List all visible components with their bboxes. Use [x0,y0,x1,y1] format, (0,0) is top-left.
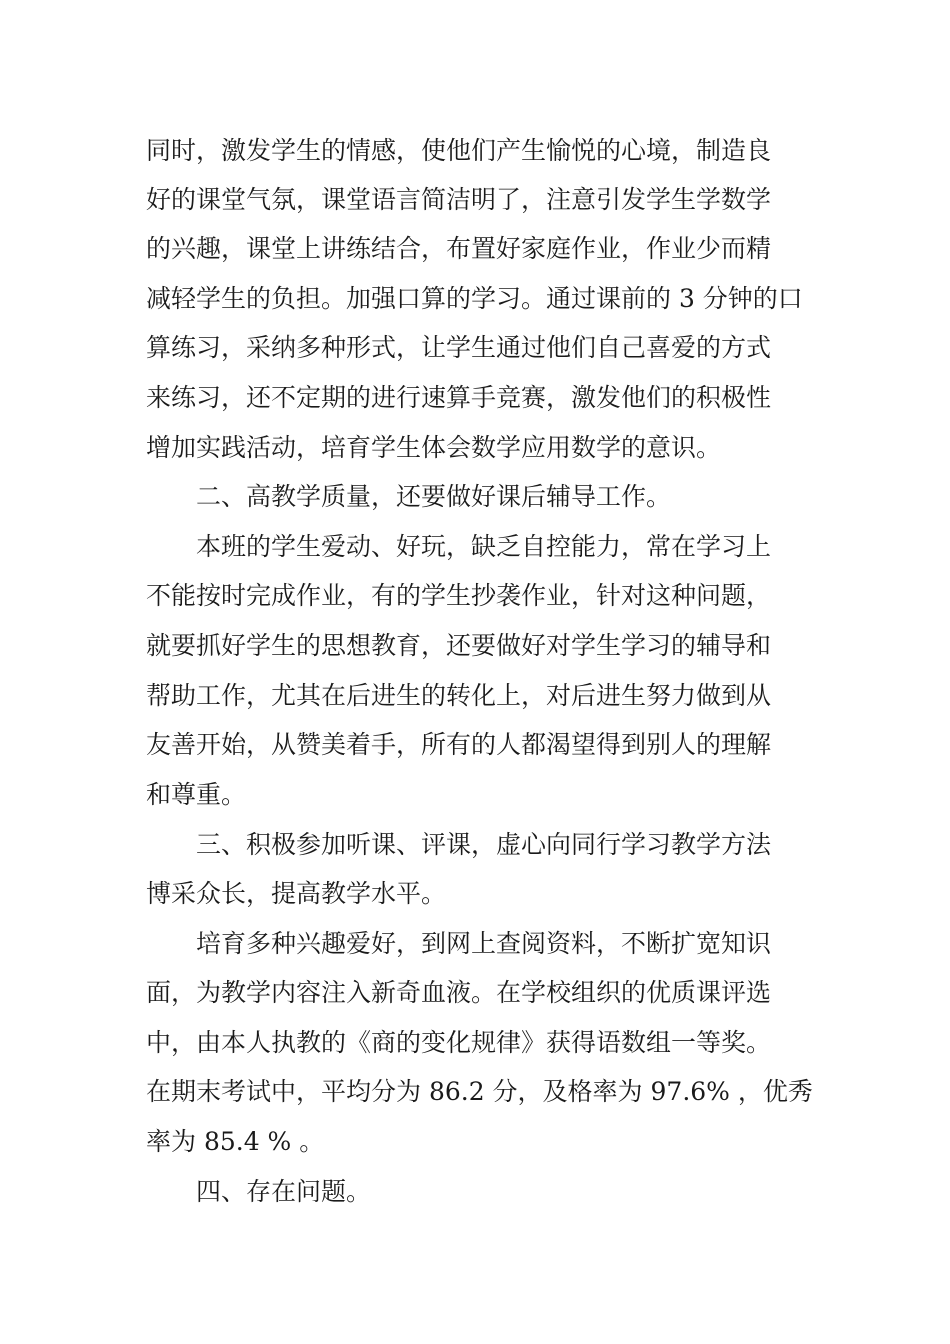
text-line: 帮助工作，尤其在后进生的转化上，对后进生努力做到从 [146,681,772,710]
section-heading-2: 二、高教学质量，还要做好课后辅导工作。 [196,482,672,511]
text-line: 增加实践活动，培育学生体会数学应用数学的意识。 [146,433,722,462]
text-line: 和尊重。 [146,780,247,809]
text-line: 同时，激发学生的情感，使他们产生愉悦的心境，制造良 [146,136,772,165]
text-line: 面，为教学内容注入新奇血液。在学校组织的优质课评选 [146,978,772,1007]
text-line: 博采众长，提高教学水平。 [146,879,447,908]
text-line: 在期末考试中，平均分为 86.2 分，及格率为 97.6% ，优秀 [146,1077,813,1106]
text-line: 好的课堂气氛，课堂语言简洁明了，注意引发学生学数学 [146,185,772,214]
text-line: 友善开始，从赞美着手，所有的人都渴望得到别人的理解 [146,730,772,759]
text-line: 减轻学生的负担。加强口算的学习。通过课前的 3 分钟的口 [146,284,803,313]
paragraph-first-line: 本班的学生爱动、好玩，缺乏自控能力，常在学习上 [196,532,772,561]
text-line: 就要抓好学生的思想教育，还要做好对学生学习的辅导和 [146,631,772,660]
text-line: 不能按时完成作业，有的学生抄袭作业，针对这种问题， [146,581,772,610]
paragraph-first-line: 培育多种兴趣爱好，到网上查阅资料，不断扩宽知识 [196,929,772,958]
section-heading-4: 四、存在问题。 [196,1177,372,1206]
section-heading-3: 三、积极参加听课、评课，虚心向同行学习教学方法 [196,830,772,859]
text-line: 来练习，还不定期的进行速算手竞赛，激发他们的积极性 [146,383,772,412]
text-line: 的兴趣，课堂上讲练结合，布置好家庭作业，作业少而精 [146,234,772,263]
text-line: 率为 85.4 % 。 [146,1127,325,1156]
text-line: 算练习，采纳多种形式，让学生通过他们自己喜爱的方式 [146,333,772,362]
text-line: 中，由本人执教的《商的变化规律》获得语数组一等奖。 [146,1028,772,1057]
